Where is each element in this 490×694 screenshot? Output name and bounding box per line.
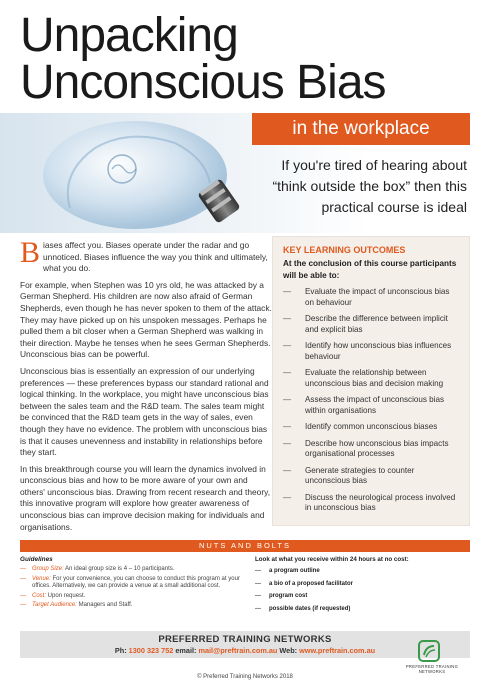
- guideline-group-size: — Group Size: An ideal group size is 4 – 10 participants.: [20, 566, 248, 573]
- outcome-item: — Identify how unconscious bias influences behaviour: [283, 341, 459, 362]
- intro-paragraph-2: For example, when Stephen was 10 yrs old, he was attacked by a German Shepherd. His children are now also afraid of German Shepherds, even though he has never spoken to them of the attack. They may have picked up on his unspoken messages. Perhaps he pulled them a bit closer when a German Shepherd was walking in their direction. Maybe he tenses when he sees German Shepherds. Unconscious bias can be powerful.: [20, 279, 272, 360]
- title-line-1: Unpacking: [20, 9, 238, 62]
- email-link[interactable]: mail@preftrain.com.au: [196, 646, 280, 655]
- outcome-item: — Generate strategies to counter unconscious bias: [283, 466, 459, 487]
- subtitle-band: in the workplace: [252, 113, 470, 145]
- guideline-cost: — Cost: Upon request.: [20, 593, 248, 600]
- outcomes-intro: At the conclusion of this course participants will be able to:: [283, 259, 457, 280]
- outcomes-title: KEY LEARNING OUTCOMES: [283, 245, 406, 255]
- outcome-item: — Describe how unconscious bias impacts organisational processes: [283, 439, 459, 460]
- dropcap: B: [20, 236, 41, 269]
- outcome-item: — Evaluate the relationship between unconscious bias and decision making: [283, 368, 459, 389]
- intro-text: [20, 236, 272, 538]
- key-learning-outcomes: [272, 236, 470, 526]
- ptn-logo-icon: [418, 640, 440, 662]
- website-link[interactable]: www.preftrain.com.au: [297, 646, 376, 655]
- outcome-item: — Assess the impact of unconscious bias within organisations: [283, 395, 459, 416]
- guideline-target-audience: — Target Audience: Managers and Staff.: [20, 602, 248, 609]
- outcome-item: — Discuss the neurological process involved in unconscious bias: [283, 493, 459, 514]
- guidelines: [20, 556, 248, 611]
- receive-item: — a program outline: [255, 568, 470, 575]
- receive-title: Look at what you receive within 24 hours at no cost:: [255, 556, 409, 563]
- intro-paragraph-1: Biases affect you. Biases operate under the radar and go unnoticed. Biases influence the way you think and ultimately, what you do.: [20, 236, 268, 274]
- title-line-2: Unconscious Bias: [20, 56, 386, 109]
- contact-footer: [20, 631, 470, 658]
- guidelines-title: Guidelines: [20, 556, 53, 563]
- tagline: If you're tired of hearing about “think outside the box” then this practical course is ideal: [272, 157, 467, 215]
- intro-paragraph-3: Unconscious bias is essentially an expression of our underlying preferences — these preferences bypass our standard rational and logical thinking. In the workplace, you might have unconscious bias between the sales team and the R&D team. The sales team might be convinced that the R&D team gets in the way of sales, even though they have no evidence. The problem with unconscious bias is that it causes unevenness and instability in relationships before they start.: [20, 365, 269, 458]
- guideline-venue: — Venue: For your convenience, you can choose to conduct this program at your offices. Alternatively, we can provide a venue at a small additional cost.: [20, 576, 248, 591]
- receive-item: — program cost: [255, 593, 470, 600]
- logo-name: PREFERRED TRAINING NETWORKS: [405, 664, 459, 674]
- outcome-item: — Evaluate the impact of unconscious bias on behaviour: [283, 287, 459, 308]
- nuts-and-bolts-bar: NUTS AND BOLTS: [20, 540, 470, 552]
- outcome-item: — Identify common unconscious biases: [283, 422, 459, 433]
- page-title: [20, 9, 480, 109]
- contact-line: Ph: 1300 323 752 email: mail@preftrain.com.au Web: www.preftrain.com.au: [114, 646, 376, 655]
- receive-item: — possible dates (if requested): [255, 606, 470, 613]
- outcomes-list: [283, 287, 459, 514]
- company-name: PREFERRED TRAINING NETWORKS: [158, 634, 332, 645]
- phone-number[interactable]: 1300 323 752: [126, 646, 176, 655]
- receive-item: — a bio of a proposed facilitator: [255, 581, 470, 588]
- copyright: © Preferred Training Networks 2018: [197, 674, 293, 680]
- intro-paragraph-4: In this breakthrough course you will learn the dynamics involved in unconscious bias and how to be more aware of your own and others' unconscious bias. Drawing from recent research and theory, this innovative program will explore how greater awareness of unconscious bias can improve decision making for individuals and organisations.: [20, 463, 271, 532]
- what-you-receive: [255, 556, 470, 618]
- outcome-item: — Describe the difference between implicit and explicit bias: [283, 314, 459, 335]
